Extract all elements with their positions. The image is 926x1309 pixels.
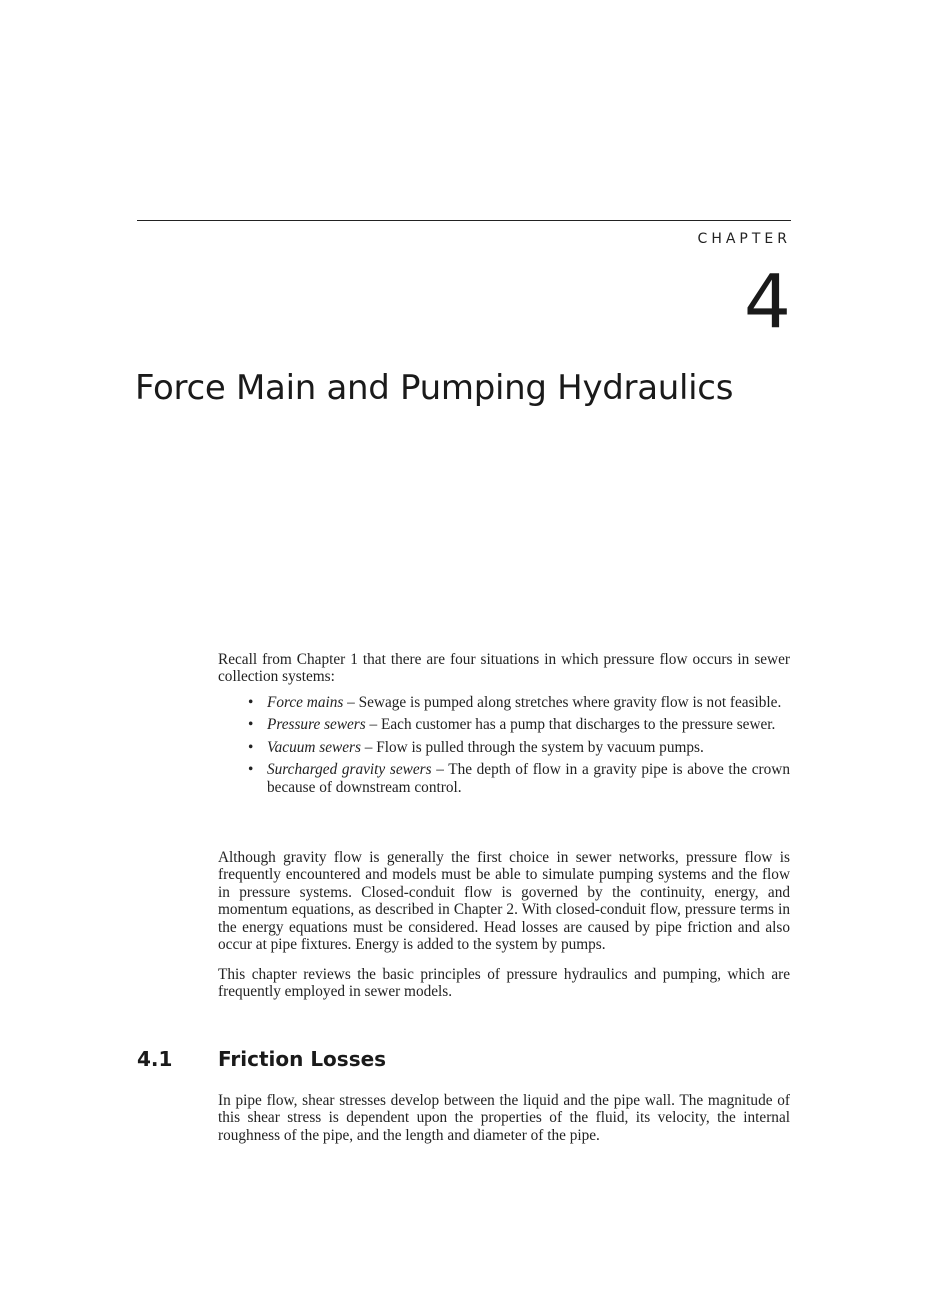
list-item xyxy=(218,694,790,711)
bullet-dot: • xyxy=(248,716,254,734)
chapter-number: 4 xyxy=(743,259,791,345)
list-item-separator: – xyxy=(360,738,377,756)
bullet-dot: • xyxy=(248,761,254,779)
list-item-separator: – xyxy=(343,694,359,711)
list-item-text: The depth of flow in a gravity pipe is above the crown because of downstream control. xyxy=(267,761,790,796)
list-item-term: Surcharged gravity sewers xyxy=(267,761,432,779)
list-item-text: Flow is pulled through the system by vacuum pumps. xyxy=(376,738,704,756)
list-item xyxy=(218,739,790,756)
intro-paragraph xyxy=(218,651,790,686)
intro-text: Recall from Chapter 1 that there are four situations in which pressure flow occurs in sewer collection systems: xyxy=(218,651,790,686)
list-item-term: Pressure sewers xyxy=(267,716,366,734)
paragraph-friction xyxy=(218,1092,790,1144)
list-item-term: Force mains xyxy=(267,694,344,711)
list-item xyxy=(218,716,790,733)
list-item-term: Vacuum sewers xyxy=(267,738,361,756)
paragraph-text: Although gravity flow is generally the first choice in sewer networks, pressure flow is frequently encountered and models must be able to simulate pumping systems and the flow in pressure systems. Closed-conduit flow is governed by the continuity, energy, and momentum equations, as described in Chapter 2. With closed-conduit flow, pressure terms in the energy equations must be considered. Head losses are caused by pipe friction and also occur at pipe fixtures. Energy is added to the system by pumps. xyxy=(218,849,790,954)
section-title: Friction Losses xyxy=(218,1047,387,1071)
list-item-separator: – xyxy=(431,761,449,779)
paragraph-closed-conduit xyxy=(218,849,790,953)
bullet-dot: • xyxy=(248,694,254,711)
chapter-title: Force Main and Pumping Hydraulics xyxy=(135,368,734,408)
section-number: 4.1 xyxy=(137,1047,173,1071)
list-item-text: Each customer has a pump that discharges to the pressure sewer. xyxy=(381,716,776,734)
list-item xyxy=(218,761,790,796)
chapter-label: CHAPTER xyxy=(697,231,791,247)
paragraph-text: In pipe flow, shear stresses develop between the liquid and the pipe wall. The magnitude of this shear stress is dependent upon the properties of the fluid, its velocity, the internal roughness of the pipe, and the length and diameter of the pipe. xyxy=(218,1092,790,1144)
list-item-separator: – xyxy=(365,716,382,734)
chapter-rule xyxy=(137,220,791,221)
paragraph-chapter-overview xyxy=(218,966,790,1001)
list-item-text: Sewage is pumped along stretches where gravity flow is not feasible. xyxy=(358,694,782,711)
bullet-dot: • xyxy=(248,738,254,756)
paragraph-text: This chapter reviews the basic principles of pressure hydraulics and pumping, which are frequently employed in sewer models. xyxy=(218,966,790,1001)
pressure-flow-list xyxy=(218,694,790,801)
